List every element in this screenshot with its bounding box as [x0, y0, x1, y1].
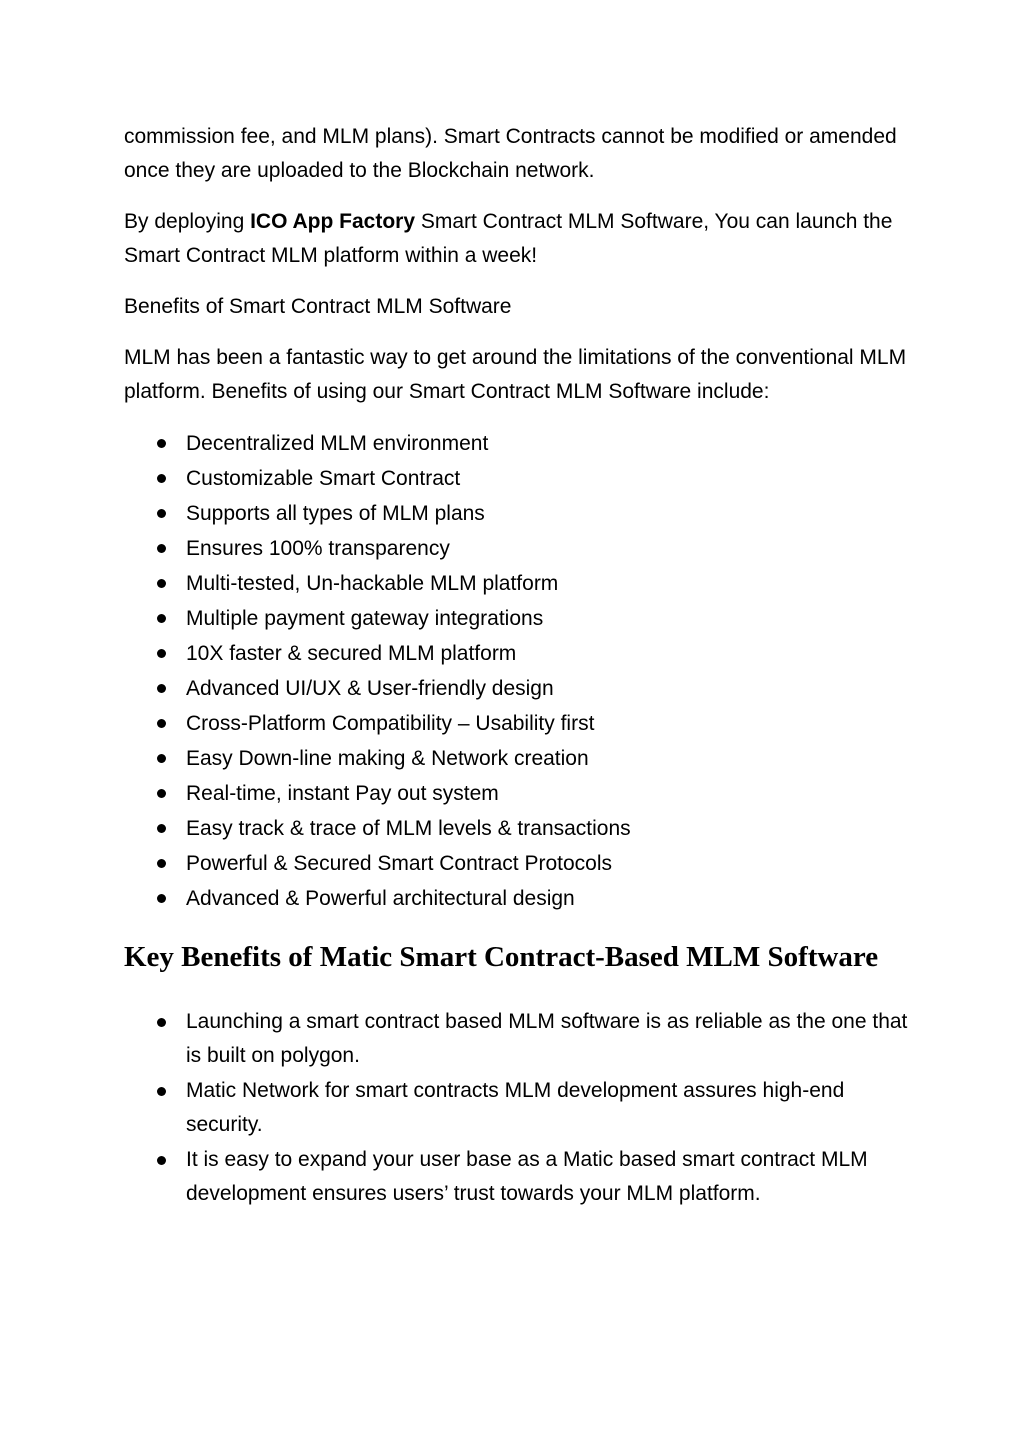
benefits-subheading: Benefits of Smart Contract MLM Software [124, 295, 512, 318]
list-item: Cross-Platform Compatibility – Usability first [186, 706, 914, 741]
key-benefits-list [124, 1005, 914, 1211]
list-item: Advanced UI/UX & User-friendly design [186, 671, 914, 706]
list-item: Ensures 100% transparency [186, 531, 914, 566]
list-item: Real-time, instant Pay out system [186, 776, 914, 811]
list-item: 10X faster & secured MLM platform [186, 636, 914, 671]
list-item: Multiple payment gateway integrations [186, 601, 914, 636]
list-item: It is easy to expand your user base as a Matic based smart contract MLM development ensures users’ trust towards your MLM platform. [186, 1143, 914, 1211]
list-item: Launching a smart contract based MLM software is as reliable as the one that is built on polygon. [186, 1005, 914, 1073]
section-heading: Key Benefits of Matic Smart Contract-Based MLM Software [124, 941, 879, 973]
list-item: Supports all types of MLM plans [186, 496, 914, 531]
benefits-list [124, 426, 914, 916]
intro-paragraph-2 [124, 205, 914, 273]
list-item: Multi-tested, Un-hackable MLM platform [186, 566, 914, 601]
list-item: Decentralized MLM environment [186, 426, 914, 461]
intro-paragraph-1: commission fee, and MLM plans). Smart Contracts cannot be modified or amended once they are uploaded to the Blockchain network. [124, 125, 897, 182]
list-item: Advanced & Powerful architectural design [186, 881, 914, 916]
intro-paragraph-2-rest: Smart Contract MLM Software, You can launch the Smart Contract MLM platform within a week! [124, 210, 893, 267]
list-item: Easy Down-line making & Network creation [186, 741, 914, 776]
intro-paragraph-4: MLM has been a fantastic way to get around the limitations of the conventional MLM platform. Benefits of using our Smart Contract MLM Software include: [124, 346, 907, 403]
document-page [124, 120, 914, 1212]
list-item: Easy track & trace of MLM levels & transactions [186, 811, 914, 846]
intro-paragraph-2-lead: By deploying [124, 210, 251, 233]
list-item: Matic Network for smart contracts MLM development assures high-end security. [186, 1074, 914, 1142]
list-item: Powerful & Secured Smart Contract Protocols [186, 846, 914, 881]
list-item: Customizable Smart Contract [186, 461, 914, 496]
company-name: ICO App Factory [250, 210, 415, 233]
